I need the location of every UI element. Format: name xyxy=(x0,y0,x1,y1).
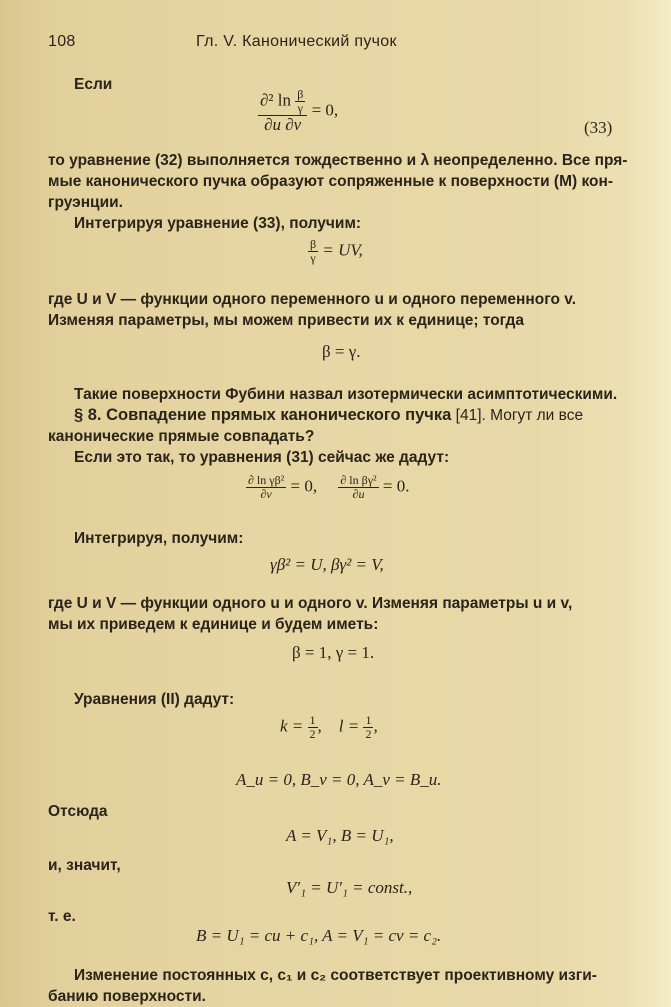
paragraph-line: мы их приведем к единице и будем иметь: xyxy=(48,616,379,633)
section-heading xyxy=(74,405,583,426)
eq33-inner-den: γ xyxy=(297,101,303,116)
equation-final: B = U₁ = cu + c₁, A = V₁ = cv = c₂. xyxy=(196,926,442,945)
frac-den: 2 xyxy=(309,727,316,742)
equation-33 xyxy=(258,88,338,135)
paragraph-line: Отсюда xyxy=(48,803,108,820)
k-label: k = xyxy=(280,716,304,736)
equation-AV: A = V₁, B = U₁, xyxy=(286,826,394,845)
paragraph-line: банию поверхности. xyxy=(48,988,206,1005)
equation-const: V′₁ = U′₁ = const., xyxy=(286,878,413,897)
page-number: 108 xyxy=(48,33,76,50)
equation-kl: k = $\frac{1}{2}$ , l = $\frac{1}{2}$ , xyxy=(280,713,378,742)
paragraph-line: мые канонического пучка образуют сопряженные к поверхности (M) кон- xyxy=(48,173,614,190)
paragraph-line: Если это так, то уравнения (31) сейчас же дадут: xyxy=(74,449,450,466)
equation-AB: A_u = 0, B_v = 0, A_v = B_u. xyxy=(236,770,442,789)
section-text: Могут ли все xyxy=(490,407,584,424)
frac-num: ∂ ln βγ² xyxy=(340,473,377,487)
paragraph-line: Такие поверхности Фубини назвал изотермически асимптотическими. xyxy=(74,386,618,403)
paragraph-line: т. е. xyxy=(48,908,76,925)
frac-den: ∂v xyxy=(260,487,272,502)
l-label: l = xyxy=(338,716,360,736)
paragraph-line: Изменяя параметры, мы можем привести их к единице; тогда xyxy=(48,312,525,329)
eq-rhs: = 0. xyxy=(382,476,410,496)
citation: [41]. xyxy=(455,407,486,424)
paragraph-line: где U и V — функции одного переменного u и одного переменного v. xyxy=(48,291,577,308)
equation-beta-gamma: β = γ. xyxy=(322,342,361,361)
eq33-rhs: = 0, xyxy=(311,100,339,120)
frac-num: 1 xyxy=(365,713,372,727)
equation-ones: β = 1, γ = 1. xyxy=(292,643,375,662)
paragraph-intro: Если xyxy=(74,76,113,93)
section-title: § 8. Совпадение прямых канонического пучка xyxy=(74,406,452,424)
paragraph-line: где U и V — функции одного u и одного v. Изменяя параметры u и v, xyxy=(48,595,573,612)
eq33-numerator: ∂² ln xyxy=(260,90,291,110)
frac-den: ∂u xyxy=(352,487,365,502)
equation-31-results xyxy=(246,474,410,501)
paragraph-line: то уравнение (32) выполняется тождественно и λ неопределенно. Все пря- xyxy=(48,152,628,169)
paragraph-line: Интегрируя, получим: xyxy=(74,530,244,547)
frac-num: 1 xyxy=(309,713,316,727)
eq-uv-rhs: = UV, xyxy=(322,240,363,260)
eq33-denominator: ∂u ∂v xyxy=(264,115,302,135)
paragraph-line: и, значит, xyxy=(48,857,121,874)
equation-label-33: (33) xyxy=(584,118,613,137)
paragraph-line: Уравнения (II) дадут: xyxy=(74,691,235,708)
frac-num: β xyxy=(310,237,317,251)
eq-rhs: = 0, xyxy=(290,476,318,496)
frac-den: γ xyxy=(310,251,316,266)
frac-num: ∂ ln γβ² xyxy=(248,473,285,487)
paragraph-line: груэнции. xyxy=(48,194,123,211)
frac-den: 2 xyxy=(365,727,372,742)
equation-uv xyxy=(308,238,363,265)
eq33-inner-num: β xyxy=(297,87,304,101)
paragraph-line: канонические прямые совпадать? xyxy=(48,428,315,445)
paragraph-line: Интегрируя уравнение (33), получим: xyxy=(74,215,362,232)
paragraph-line: Изменение постоянных c, c₁ и c₂ соответствует проективному изги- xyxy=(74,967,597,984)
equation-integrated: γβ² = U, βγ² = V, xyxy=(270,555,384,574)
chapter-title: Гл. V. Канонический пучок xyxy=(196,33,397,50)
